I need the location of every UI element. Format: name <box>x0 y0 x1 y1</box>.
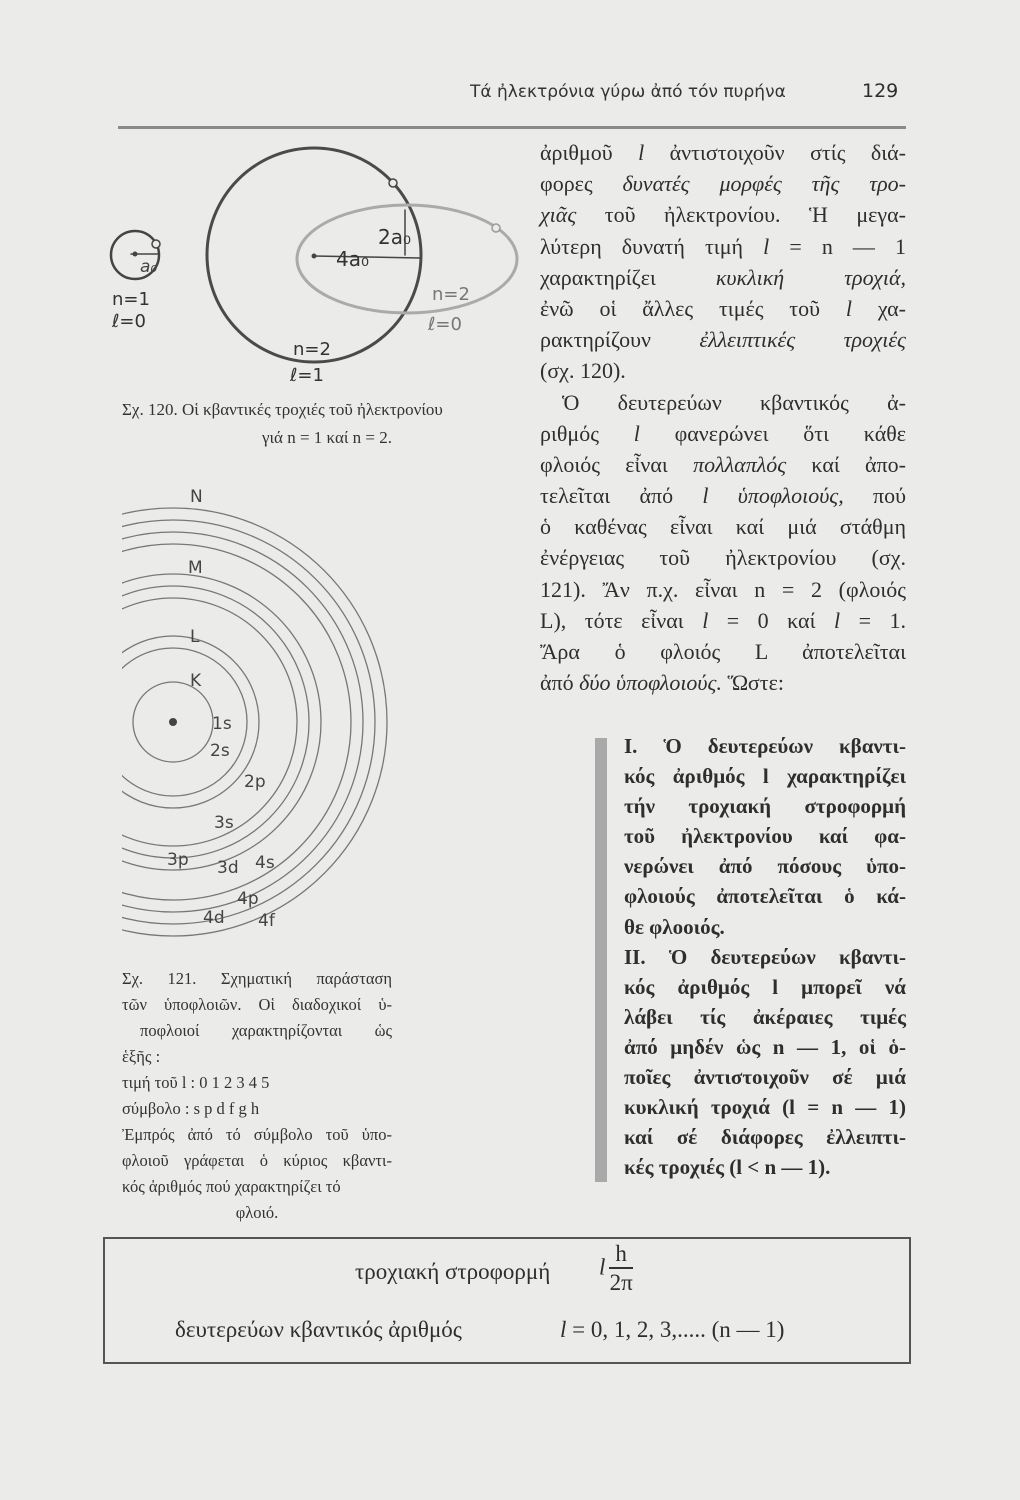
text-line <box>540 667 906 698</box>
text-segment: L), τότε εἶναι <box>540 607 703 633</box>
caption-line: τιμή τοῦ l : 0 1 2 3 4 5 <box>122 1073 270 1092</box>
text-line <box>540 137 906 168</box>
text-segment: τοῦ ἠλεκτρονίου. Ἡ μεγα- <box>576 202 906 228</box>
formula-box <box>103 1237 911 1364</box>
label-4a0: 4a₀ <box>336 247 369 271</box>
electron-icon <box>152 240 160 248</box>
subshell-label: 4s <box>255 853 275 873</box>
text-segment: = 1. <box>840 607 906 633</box>
label-n2-circle: n=2 <box>293 339 331 360</box>
text-line <box>540 480 906 511</box>
text-line <box>540 355 906 386</box>
italic-text: κυκλική τροχιά, <box>715 264 906 290</box>
caption-line: Σχ. 121. Σχηματική παράσταση <box>122 969 392 988</box>
text-segment: 121). Ἄν π.χ. εἶναι n = 2 (φλοιός <box>540 576 906 602</box>
shell-2p <box>100 636 259 808</box>
text-line <box>540 387 906 418</box>
italic-text: δύο ὑποφλοιούς. <box>579 670 722 696</box>
caption-line: σύμβολο : s p d f g h <box>122 1099 260 1118</box>
summary-line: λάβει τίς ἀκέραιες τιμές <box>624 1004 906 1029</box>
caption-line: κός ἀριθμός πού χαρακτηρίζει τό <box>122 1177 341 1196</box>
summary-line: νερώνει ἀπό πόσους ὑπο- <box>624 854 906 879</box>
summary-line: κός ἀριθμός l μπορεῖ νά <box>624 974 906 999</box>
italic-text: δυνατές μορφές τῆς τρο- <box>622 171 906 197</box>
nucleus-icon <box>133 252 138 257</box>
subshell-label: 4f <box>258 911 275 931</box>
subshell-label: 3d <box>217 858 239 878</box>
secondary-quantum-number-values <box>560 1317 784 1343</box>
label-l0: ℓ=0 <box>112 311 146 332</box>
label-l1-circle: ℓ=1 <box>290 365 324 386</box>
text-segment: Ἄρα ὁ φλοιός L ἀποτελεῖται <box>540 639 906 664</box>
text-segment: φανερώνει ὅτι κάθε <box>639 420 906 446</box>
text-line <box>540 574 906 605</box>
text-line <box>540 605 906 636</box>
summary-line: φλοιούς ἀποτελεῖται ὁ κά- <box>624 884 906 909</box>
italic-text: πολλαπλός <box>693 451 787 477</box>
summary-line: θε φλοοιός. <box>624 914 725 939</box>
summary-line: ἀπό μηδέν ὡς n — 1, οἱ ὁ- <box>624 1034 906 1059</box>
summary-line: κυκλική τροχιά (l = n — 1) <box>624 1095 906 1120</box>
text-segment: ἐνῶ οἱ ἄλλες τιμές τοῦ <box>540 295 846 321</box>
text-segment: χα- <box>852 295 906 321</box>
body-text <box>540 137 906 698</box>
text-segment: ρακτηρίζουν <box>540 327 700 353</box>
text-segment: Ὁ δευτερεύων κβαντικός ἀ- <box>562 389 906 415</box>
electron-icon <box>389 179 397 187</box>
subshell-label: 3s <box>214 813 234 833</box>
text-line <box>540 418 906 449</box>
electron-icon <box>492 224 500 232</box>
shell-4f <box>100 508 387 936</box>
text-line <box>540 324 906 355</box>
running-head-title: Τά ἠλεκτρόνια γύρω ἀπό τόν πυρήνα <box>470 82 786 102</box>
formula-l: l <box>599 1254 606 1280</box>
formula-denominator: 2π <box>609 1270 633 1295</box>
text-segment: ἀντιστοιχοῦν στίς διά- <box>644 140 906 165</box>
text-segment: ἐνέργειας τοῦ ἠλεκτρονίου (σχ. <box>540 545 906 571</box>
text-segment: ἀπό <box>540 670 580 696</box>
figure-121-caption <box>122 966 392 1226</box>
text-line <box>540 636 906 667</box>
text-segment: τελεῖται ἀπό <box>540 483 703 509</box>
shell-label-k: K <box>190 671 202 691</box>
summary-line: καί σέ διάφορες ἐλλειπτι- <box>624 1125 906 1150</box>
label-a0: a₀ <box>140 257 158 277</box>
shell-label-l: L <box>190 627 200 647</box>
angular-momentum-formula <box>599 1241 633 1297</box>
formula-l: l <box>560 1317 567 1342</box>
italic-text: l <box>834 607 841 633</box>
shell-label-m: M <box>188 558 203 578</box>
text-segment: καί ἀπο- <box>786 451 906 477</box>
figure-120-orbits <box>0 0 540 400</box>
text-line <box>540 449 906 480</box>
formula-values: = 0, 1, 2, 3,..... (n — 1) <box>566 1317 785 1342</box>
summary-line: I. Ὁ δευτερεύων κβαντι- <box>624 734 906 758</box>
formula-numerator: h <box>609 1241 633 1269</box>
italic-text: l <box>845 295 853 321</box>
text-line <box>540 511 906 542</box>
label-n1: n=1 <box>112 289 150 310</box>
highlight-bar <box>595 738 607 1182</box>
italic-text: χιᾶς <box>540 202 577 228</box>
text-line <box>540 199 906 230</box>
text-segment: = n — 1 <box>769 233 906 259</box>
nucleus-icon <box>169 718 177 726</box>
text-line <box>540 231 906 262</box>
orbital-angular-momentum-label: τροχιακή στροφορμή <box>355 1259 551 1284</box>
shell-label-n: N <box>190 487 203 507</box>
shell-3p <box>100 586 309 858</box>
text-segment: χαρακτηρίζει <box>540 264 716 290</box>
label-2a0: 2a₀ <box>378 225 411 249</box>
subshell-label: 2p <box>244 772 266 792</box>
caption-line: φλοιοῦ γράφεται ὁ κύριος κβαντι- <box>122 1151 392 1170</box>
text-segment: ριθμός <box>540 420 634 446</box>
text-line <box>540 168 906 199</box>
summary-line: II. Ὁ δευτερεύων κβαντι- <box>624 944 906 969</box>
italic-text: l <box>633 420 640 446</box>
figure-120-caption <box>122 400 512 448</box>
label-l0-ellipse: ℓ=0 <box>428 314 462 335</box>
text-line <box>540 262 906 293</box>
figure-121-subshells <box>100 470 400 950</box>
text-line <box>540 293 906 324</box>
caption-line: Ἐμπρός ἀπό τό σύμβολο τοῦ ὑπο- <box>122 1125 392 1144</box>
subshell-label: 2s <box>210 741 230 761</box>
italic-text: l <box>702 607 709 633</box>
subshell-label: 3p <box>167 850 189 870</box>
summary-line: ποῖες ἀντιστοιχοῦν σέ μιά <box>624 1065 906 1090</box>
text-segment: πού <box>843 483 906 509</box>
subshell-label: 4d <box>203 908 225 928</box>
nucleus-icon <box>312 254 317 259</box>
summary-line: τήν τροχιακή στροφορμή <box>624 794 906 819</box>
subshell-label: 1s <box>212 714 232 734</box>
text-segment: = 0 καί <box>708 607 834 633</box>
text-line <box>540 542 906 573</box>
text-segment: ὁ καθένας εἶναι καί μιά στάθμη <box>540 514 906 540</box>
summary-box-text <box>624 731 906 1182</box>
caption-line: φλοιό. <box>235 1203 279 1222</box>
caption-line: τῶν ὑποφλοιῶν. Οἱ διαδοχικοί ὑ- <box>122 995 392 1014</box>
caption-line: ποφλοιοί χαρακτηρίζονται ὡς <box>140 1021 392 1040</box>
summary-line: κός ἀριθμός l χαρακτηρίζει <box>624 764 906 789</box>
text-segment: ἀριθμοῦ <box>540 140 639 165</box>
italic-text: ἐλλειπτικές τροχιές <box>699 327 906 353</box>
italic-text: l <box>638 140 645 165</box>
text-segment: (σχ. 120). <box>540 358 626 384</box>
orbit-n2-l0-ellipse <box>297 205 517 313</box>
text-segment: φορες <box>540 171 623 197</box>
caption-line: γιά n = 1 καί n = 2. <box>261 428 393 447</box>
italic-text: l <box>763 233 770 259</box>
text-segment: φλοιός εἶναι <box>540 451 694 477</box>
italic-text: l ὑποφλοιούς, <box>702 483 844 509</box>
page-number: 129 <box>862 80 899 102</box>
secondary-quantum-number-label: δευτερεύων κβαντικός ἀριθμός <box>175 1317 462 1342</box>
summary-line: τοῦ ἠλεκτρονίου καί φα- <box>624 824 906 849</box>
caption-line: Σχ. 120. Οἱ κβαντικές τροχιές τοῦ ἠλεκτρονίου <box>122 400 443 419</box>
text-segment: λύτερη δυνατή τιμή <box>540 233 764 259</box>
subshell-label: 4p <box>237 889 259 909</box>
summary-line: κές τροχιές (l < n — 1). <box>624 1155 831 1180</box>
caption-line: ἑξῆς : <box>122 1047 161 1066</box>
label-n2-ellipse: n=2 <box>432 284 470 305</box>
text-segment: Ὥστε: <box>721 670 784 696</box>
